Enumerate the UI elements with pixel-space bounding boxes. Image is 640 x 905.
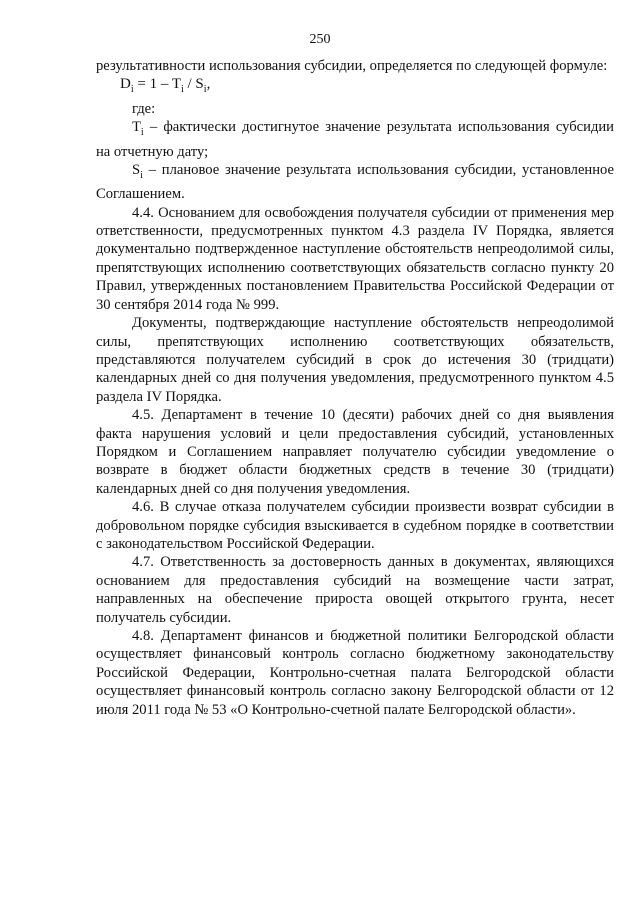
def-s-sub: i — [140, 169, 143, 181]
def-t-sub: i — [140, 127, 144, 139]
definition-s — [96, 161, 614, 204]
formula-s-sub: i — [203, 84, 207, 96]
formula-mid: = 1 – T — [133, 76, 181, 93]
where-label: где: — [132, 100, 156, 117]
page-number: 250 — [309, 32, 331, 47]
paragraph-4-7: 4.7. Ответственность за достоверность данных в документах, являющихся основанием для предоставления субсидий на возмещение части затрат, направленных на обеспечение прироста овощей открытого грунта, несет получатель субсидии. — [96, 554, 614, 626]
paragraph-4-6: 4.6. В случае отказа получателем субсидии произвести возврат субсидии в добровольном порядке субсидия взыскивается в судебном порядке в соответствии с законодательством Российской Федерации. — [96, 499, 614, 552]
formula-t-sub: i — [180, 84, 184, 96]
paragraph-4-8: 4.8. Департамент финансов и бюджетной политики Белгородской области осуществляет финансовый контроль согласно бюджетному законодательству Российской Федерации, Контрольно-счетная палата Белгородской области осуществляет финансовый контроль согласно закону Белгородской области от 12 июля 2011 года № 53 «О Контрольно-счетной палате Белгородской области». — [96, 628, 614, 718]
paragraph-4-4: 4.4. Основанием для освобождения получателя субсидии от применения мер ответственности, предусмотренных пунктом 4.3 раздела IV Порядка, является документально подтвержденное наступление обстоятельств непреодолимой силы, препятствующих исполнению соответствующих обязательств согласно пункту 20 Правил, утвержденных постановлением Правительства Российской Федерации от 30 сентября 2014 года № 999. — [96, 204, 614, 313]
definition-t — [96, 118, 614, 161]
def-s-symbol: S — [132, 161, 141, 178]
def-t-text: – фактически достигнутое значение результата использования субсидии на отчетную дату; — [96, 119, 614, 160]
formula-lhs: D — [120, 76, 131, 93]
document-body — [96, 57, 614, 719]
formula-lhs-sub: i — [130, 84, 134, 96]
formula — [96, 75, 614, 99]
formula-end: , — [206, 76, 211, 93]
formula-div: / S — [183, 76, 204, 93]
def-t-symbol: T — [132, 119, 141, 136]
def-s-text: – плановое значение результата использования субсидии, установленное Соглашением. — [96, 161, 614, 203]
intro-paragraph: результативности использования субсидии, определяется по следующей формуле: — [96, 58, 608, 74]
paragraph-documents: Документы, подтверждающие наступление обстоятельств непреодолимой силы, препятствующих исполнению соответствующих обязательств, представляются получателем субсидий в срок до истечения 30 (тридцати) календарных дней со дня получения уведомления, предусмотренного пунктом 4.5 раздела IV Порядка. — [96, 315, 614, 405]
paragraph-4-5: 4.5. Департамент в течение 10 (десяти) рабочих дней со дня выявления факта нарушения условий и цели предоставления субсидий, установленных Порядком и Соглашением направляет получателю субсидии уведомление о возврате в бюджет области бюджетных средств в течение 30 (тридцати) календарных дней со дня получения уведомления. — [96, 407, 614, 497]
